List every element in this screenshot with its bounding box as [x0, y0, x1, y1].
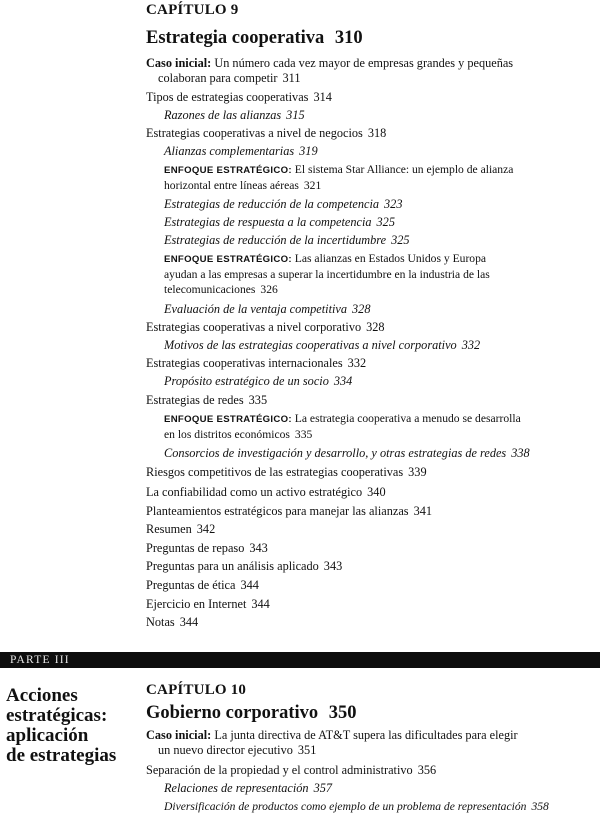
focus-box-entry — [164, 251, 490, 297]
entry-text-cont: un nuevo director ejecutivo — [158, 743, 293, 757]
entry-text-cont: en los distritos económicos — [164, 428, 290, 441]
entry-page: 325 — [376, 215, 395, 229]
entry-text: Ejercicio en Internet — [146, 597, 247, 611]
chapter-9-title — [146, 28, 363, 49]
entry-page: 335 — [248, 393, 268, 407]
entry-page: 315 — [286, 108, 305, 122]
entry-page: 343 — [323, 559, 343, 573]
entry-text: Estrategias de respuesta a la competencia — [164, 215, 372, 229]
toc-subentry — [164, 781, 332, 796]
entry-text: Estrategias de redes — [146, 393, 244, 407]
entry-page: 328 — [352, 302, 371, 316]
toc-entry — [146, 356, 366, 371]
entry-text: Estrategias cooperativas a nivel de negocios — [146, 126, 363, 140]
toc-entry — [146, 504, 432, 519]
entry-text-cont: ayudan a las empresas a superar la incertidumbre en la industria de las — [164, 268, 490, 281]
toc-entry-case-9 — [146, 56, 513, 86]
part-header-bar — [0, 652, 600, 668]
chapter-10-label: CAPÍTULO 10 — [146, 682, 247, 698]
toc-entry — [146, 763, 436, 778]
chapter-10-title — [146, 703, 357, 724]
entry-page: 335 — [294, 428, 313, 441]
toc-entry — [146, 320, 385, 335]
focus-box-entry — [164, 411, 521, 442]
entry-page: 323 — [384, 197, 403, 211]
toc-subentry — [164, 374, 352, 389]
entry-text: Riesgos competitivos de las estrategias cooperativas — [146, 465, 404, 479]
toc-entry — [146, 126, 386, 141]
part-label: PARTE III — [10, 654, 70, 666]
toc-subentry — [164, 108, 305, 123]
entry-page: 338 — [511, 446, 530, 460]
toc-entry — [146, 90, 332, 105]
entry-page: 321 — [303, 179, 322, 192]
toc-entry — [146, 541, 268, 556]
part-title-line: aplicación — [6, 725, 89, 746]
toc-entry — [146, 465, 427, 480]
chapter-10-title-page: 350 — [328, 703, 357, 723]
entry-page: 334 — [333, 374, 353, 388]
entry-text: La junta directiva de AT&T supera las dificultades para elegir — [214, 728, 518, 742]
entry-page: 311 — [282, 71, 301, 85]
chapter-10-title-text: Gobierno corporativo — [146, 703, 319, 723]
entry-text: Motivos de las estrategias cooperativas a nivel corporativo — [164, 338, 457, 352]
part-title-line: de estrategias — [6, 745, 117, 766]
entry-page: 344 — [179, 615, 199, 629]
entry-page: 358 — [531, 800, 549, 813]
entry-text: Alianzas complementarias — [164, 144, 295, 158]
entry-text: Planteamientos estratégicos para manejar las alianzas — [146, 504, 409, 518]
entry-page: 342 — [196, 522, 216, 536]
focus-box-entry — [164, 162, 513, 193]
toc-subentry — [164, 799, 549, 814]
entry-page: 357 — [313, 781, 333, 795]
part-title-line: Acciones — [6, 685, 78, 706]
entry-text: El sistema Star Alliance: un ejemplo de alianza — [294, 163, 514, 176]
entry-text: Preguntas de ética — [146, 578, 236, 592]
entry-text: Estrategias cooperativas internacionales — [146, 356, 343, 370]
entry-text-cont: horizontal entre líneas aéreas — [164, 179, 299, 192]
entry-text: Preguntas para un análisis aplicado — [146, 559, 319, 573]
entry-text: Razones de las alianzas — [164, 108, 282, 122]
toc-entry — [146, 615, 198, 630]
toc-entry — [146, 485, 386, 500]
case-lead: Caso inicial: — [146, 728, 212, 742]
entry-text: Las alianzas en Estados Unidos y Europa — [294, 252, 487, 265]
toc-entry — [146, 597, 270, 612]
focus-tag: ENFOQUE ESTRATÉGICO: — [164, 414, 292, 425]
toc-entry-case-10 — [146, 728, 518, 758]
toc-entry — [146, 522, 215, 537]
entry-text: Estrategias cooperativas a nivel corporativo — [146, 320, 362, 334]
toc-subentry — [164, 446, 530, 461]
entry-text: Separación de la propiedad y el control administrativo — [146, 763, 413, 777]
toc-entry — [146, 578, 259, 593]
toc-entry — [146, 559, 342, 574]
entry-text-cont: colaboran para competir — [158, 71, 278, 85]
entry-text: Relaciones de representación — [164, 781, 309, 795]
entry-text: Consorcios de investigación y desarrollo, y otras estrategias de redes — [164, 446, 507, 460]
entry-page: 344 — [251, 597, 270, 611]
entry-page: 318 — [367, 126, 387, 140]
toc-subentry — [164, 302, 370, 317]
entry-page: 351 — [297, 743, 317, 757]
chapter-9-title-page: 310 — [334, 28, 363, 48]
entry-text: Estrategias de reducción de la competencia — [164, 197, 380, 211]
part-title — [6, 686, 116, 766]
entry-text-cont: telecomunicaciones — [164, 283, 256, 296]
entry-page: 332 — [347, 356, 367, 370]
toc-entry — [146, 393, 267, 408]
entry-page: 343 — [249, 541, 268, 555]
entry-page: 341 — [413, 504, 433, 518]
entry-text: La estrategia cooperativa a menudo se desarrolla — [294, 412, 521, 425]
entry-text: Diversificación de productos como ejemplo de un problema de representación — [164, 800, 527, 813]
entry-page: 332 — [461, 338, 481, 352]
focus-tag: ENFOQUE ESTRATÉGICO: — [164, 254, 292, 265]
entry-page: 326 — [260, 283, 278, 296]
toc-subentry — [164, 197, 402, 212]
toc-subentry — [164, 144, 318, 159]
toc-subentry — [164, 233, 410, 248]
entry-page: 325 — [391, 233, 410, 247]
entry-text: Tipos de estrategias cooperativas — [146, 90, 309, 104]
entry-page: 356 — [417, 763, 437, 777]
toc-subentry — [164, 215, 395, 230]
entry-text: Notas — [146, 615, 175, 629]
entry-text: Un número cada vez mayor de empresas grandes y pequeñas — [214, 56, 514, 70]
entry-text: Preguntas de repaso — [146, 541, 245, 555]
entry-text: Evaluación de la ventaja competitiva — [164, 302, 348, 316]
entry-page: 314 — [313, 90, 332, 104]
entry-text: La confiabilidad como un activo estratégico — [146, 485, 363, 499]
entry-text: Propósito estratégico de un socio — [164, 374, 329, 388]
entry-page: 339 — [408, 465, 427, 479]
chapter-9-title-text: Estrategia cooperativa — [146, 28, 325, 48]
entry-page: 344 — [240, 578, 259, 592]
entry-page: 319 — [299, 144, 318, 158]
focus-tag: ENFOQUE ESTRATÉGICO: — [164, 165, 292, 176]
chapter-9-label: CAPÍTULO 9 — [146, 2, 239, 18]
entry-text: Resumen — [146, 522, 192, 536]
toc-subentry — [164, 338, 480, 353]
entry-text: Estrategias de reducción de la incertidumbre — [164, 233, 387, 247]
part-title-line: estratégicas: — [6, 705, 108, 726]
entry-page: 340 — [367, 485, 386, 499]
entry-page: 328 — [366, 320, 385, 334]
case-lead: Caso inicial: — [146, 56, 212, 70]
